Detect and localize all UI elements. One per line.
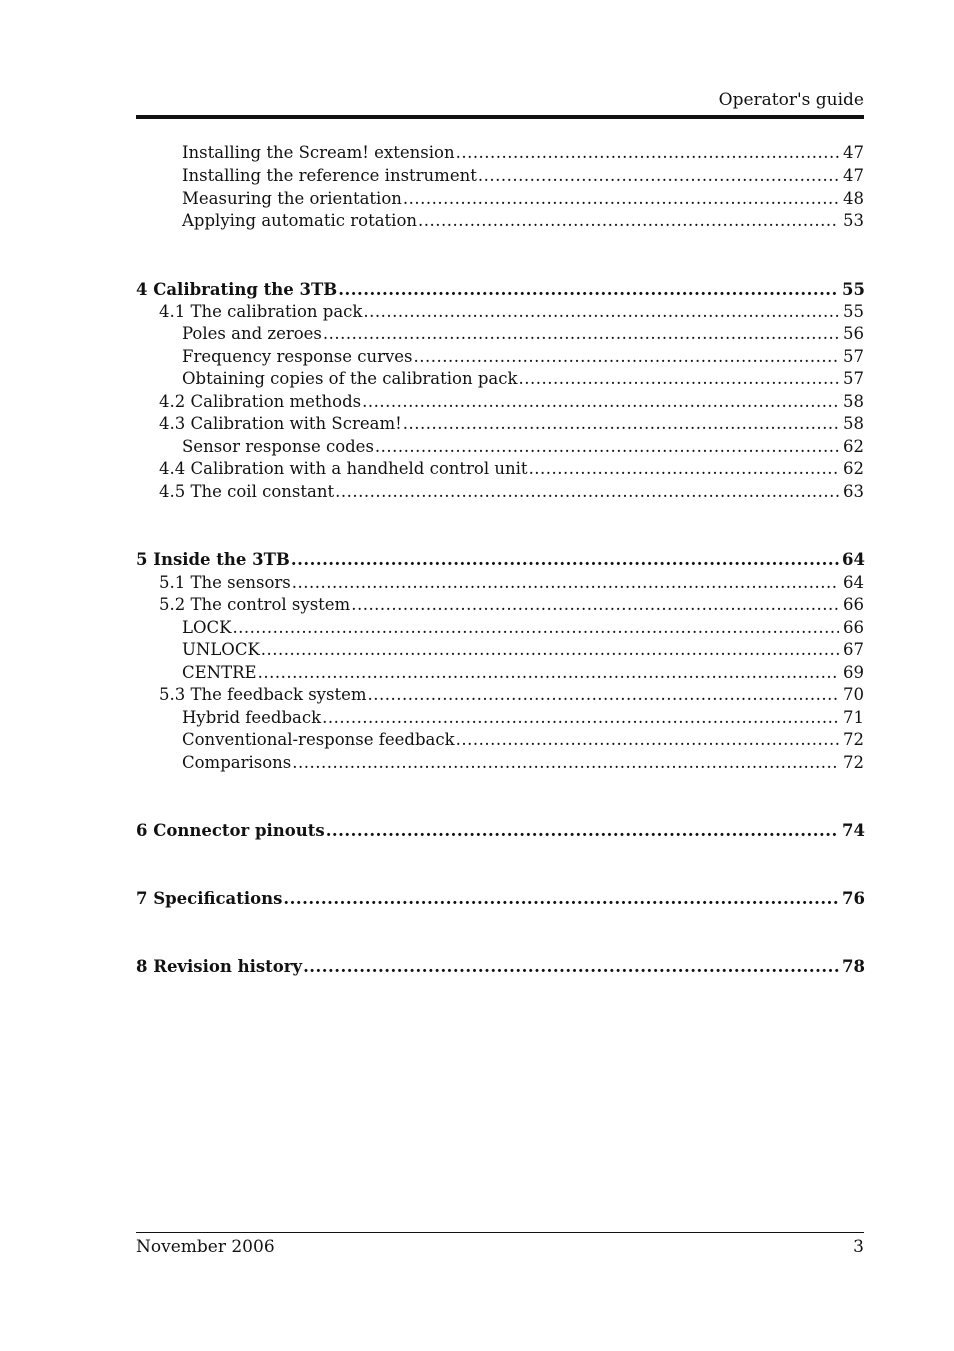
toc-dot-leader	[456, 142, 839, 164]
toc-subsection-entry[interactable]	[136, 210, 864, 232]
toc-entry-label: 8 Revision history	[136, 957, 303, 976]
toc-entry-page: 55	[843, 302, 864, 321]
toc-entry-page: 62	[843, 437, 864, 456]
header-title: Operator's guide	[718, 90, 864, 110]
toc-chapter-entry[interactable]	[136, 956, 864, 978]
toc-dot-leader	[338, 279, 839, 301]
toc-section-entry[interactable]	[136, 413, 864, 435]
toc-entry-page: 63	[843, 482, 864, 501]
toc-subsection-entry[interactable]	[136, 165, 864, 187]
toc-subsection-entry[interactable]	[136, 436, 864, 458]
toc-dot-leader	[529, 458, 839, 480]
toc-entry-label: 4.2 Calibration methods	[159, 392, 362, 411]
toc-entry-page: 76	[842, 889, 865, 908]
toc-dot-leader	[414, 346, 839, 368]
toc-dot-leader	[456, 729, 839, 751]
toc-section-entry[interactable]	[136, 594, 864, 616]
toc-section-entry[interactable]	[136, 572, 864, 594]
toc-dot-leader	[292, 752, 839, 774]
toc-dot-leader	[303, 956, 839, 978]
toc-dot-leader	[323, 323, 839, 345]
toc-subsection-entry[interactable]	[136, 323, 864, 345]
toc-entry-page: 72	[843, 753, 864, 772]
toc-section-entry[interactable]	[136, 301, 864, 323]
toc-entry-label: Sensor response codes	[182, 437, 374, 456]
toc-entry-label: Measuring the orientation	[182, 189, 402, 208]
toc-entry-label: Conventional-response feedback	[182, 730, 455, 749]
toc-entry-label: Installing the reference instrument	[182, 166, 477, 185]
toc-entry-page: 57	[843, 369, 864, 388]
toc-entry-page: 69	[843, 663, 864, 682]
toc-entry-page: 62	[843, 459, 864, 478]
toc-entry-label: 5 Inside the 3TB	[136, 550, 290, 569]
toc-dot-leader	[291, 549, 839, 571]
toc-entry-label: UNLOCK	[182, 640, 260, 659]
toc-dot-leader	[519, 368, 840, 390]
footer-rule	[136, 1232, 864, 1233]
toc-chapter-entry[interactable]	[136, 279, 864, 301]
toc-dot-leader	[322, 707, 839, 729]
toc-entry-page: 48	[843, 189, 864, 208]
toc-dot-leader	[292, 572, 839, 594]
toc-entry-label: 4 Calibrating the 3TB	[136, 280, 338, 299]
toc-dot-leader	[283, 888, 839, 910]
toc-subsection-entry[interactable]	[136, 617, 864, 639]
toc-subsection-entry[interactable]	[136, 346, 864, 368]
toc-dot-leader	[326, 820, 839, 842]
toc-section-entry[interactable]	[136, 458, 864, 480]
toc-entry-label: Frequency response curves	[182, 347, 413, 366]
toc-entry-label: 4.4 Calibration with a handheld control unit	[159, 459, 528, 478]
toc-entry-label: 5.3 The feedback system	[159, 685, 367, 704]
toc-entry-label: 4.5 The coil constant	[159, 482, 335, 501]
toc-dot-leader	[403, 413, 839, 435]
toc-entry-page: 57	[843, 347, 864, 366]
toc-entry-page: 47	[843, 143, 864, 162]
toc-dot-leader	[478, 165, 839, 187]
toc-entry-page: 53	[843, 211, 864, 230]
toc-chapter-entry[interactable]	[136, 888, 864, 910]
toc-dot-leader	[362, 391, 839, 413]
toc-chapter-entry[interactable]	[136, 820, 864, 842]
toc-dot-leader	[363, 301, 839, 323]
toc-entry-page: 70	[843, 685, 864, 704]
toc-entry-label: LOCK	[182, 618, 232, 637]
toc-entry-page: 74	[842, 821, 865, 840]
toc-dot-leader	[232, 617, 839, 639]
toc-entry-label: 6 Connector pinouts	[136, 821, 325, 840]
toc-entry-page: 58	[843, 414, 864, 433]
toc-entry-page: 56	[843, 324, 864, 343]
running-header	[136, 88, 864, 118]
toc-dot-leader	[261, 639, 839, 661]
toc-entry-page: 58	[843, 392, 864, 411]
toc-entry-label: Comparisons	[182, 753, 292, 772]
toc-subsection-entry[interactable]	[136, 639, 864, 661]
toc-subsection-entry[interactable]	[136, 707, 864, 729]
toc-entry-label: 4.1 The calibration pack	[159, 302, 363, 321]
toc-entry-page: 66	[843, 618, 864, 637]
toc-dot-leader	[403, 188, 839, 210]
toc-subsection-entry[interactable]	[136, 188, 864, 210]
toc-subsection-entry[interactable]	[136, 752, 864, 774]
toc-dot-leader	[375, 436, 839, 458]
toc-entry-label: Poles and zeroes	[182, 324, 322, 343]
toc-entry-label: Applying automatic rotation	[182, 211, 418, 230]
toc-dot-leader	[258, 662, 839, 684]
toc-entry-label: Installing the Scream! extension	[182, 143, 455, 162]
toc-entry-label: CENTRE	[182, 663, 257, 682]
toc-entry-page: 71	[843, 708, 864, 727]
footer-date: November 2006	[136, 1237, 275, 1257]
toc-subsection-entry[interactable]	[136, 729, 864, 751]
toc-entry-page: 66	[843, 595, 864, 614]
toc-entry-page: 64	[843, 573, 864, 592]
toc-section-entry[interactable]	[136, 481, 864, 503]
toc-entry-label: 5.2 The control system	[159, 595, 351, 614]
toc-entry-page: 78	[842, 957, 865, 976]
toc-entry-page: 72	[843, 730, 864, 749]
toc-entry-label: 4.3 Calibration with Scream!	[159, 414, 402, 433]
toc-entry-page: 47	[843, 166, 864, 185]
toc-chapter-entry[interactable]	[136, 549, 864, 571]
toc-dot-leader	[351, 594, 839, 616]
toc-entry-page: 55	[842, 280, 865, 299]
toc-dot-leader	[335, 481, 839, 503]
header-rule	[136, 115, 864, 119]
toc-entry-page: 64	[842, 550, 865, 569]
toc-section-entry[interactable]	[136, 391, 864, 413]
footer-page-number: 3	[853, 1237, 864, 1257]
toc-entry-page: 67	[843, 640, 864, 659]
toc-dot-leader	[368, 684, 839, 706]
toc-entry-label: Hybrid feedback	[182, 708, 322, 727]
toc-subsection-entry[interactable]	[136, 142, 864, 164]
toc-entry-label: 5.1 The sensors	[159, 573, 291, 592]
toc-entry-label: Obtaining copies of the calibration pack	[182, 369, 518, 388]
toc-subsection-entry[interactable]	[136, 662, 864, 684]
toc-subsection-entry[interactable]	[136, 368, 864, 390]
toc-section-entry[interactable]	[136, 684, 864, 706]
toc-entry-label: 7 Specifications	[136, 889, 283, 908]
toc-dot-leader	[418, 210, 839, 232]
